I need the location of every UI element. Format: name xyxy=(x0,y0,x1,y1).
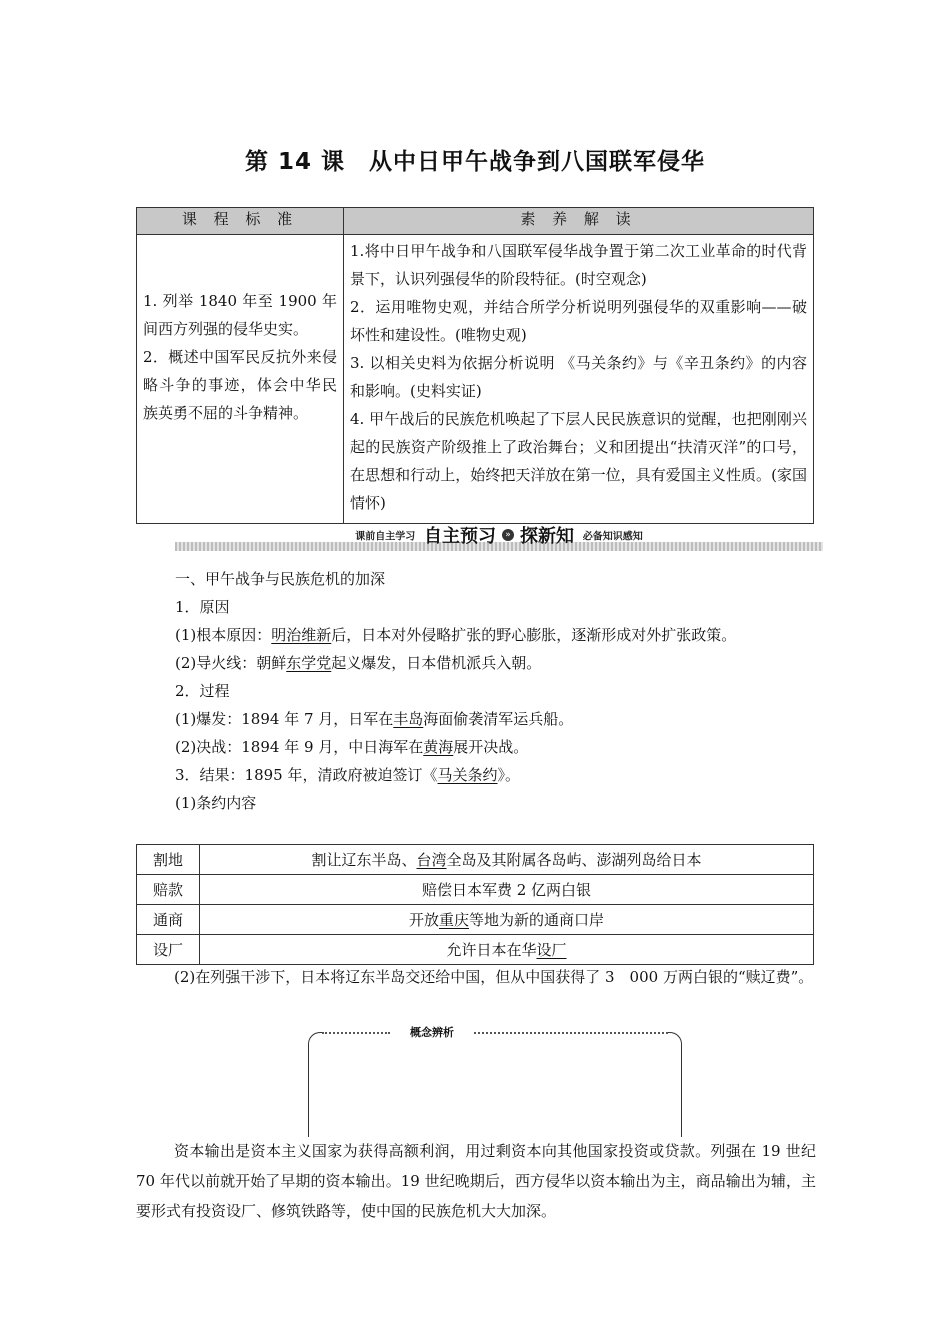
concept-frame-right xyxy=(667,1032,682,1137)
cause-title: 1．原因 xyxy=(175,598,230,616)
page-title: 第 14 课 从中日甲午战争到八国联军侵华 xyxy=(244,149,706,175)
treaty-table xyxy=(136,844,814,965)
treaty-title: (1)条约内容 xyxy=(175,794,257,812)
concept-box xyxy=(308,1024,682,1136)
answer-blank: 重庆 xyxy=(438,911,469,929)
treaty-key: 赔款 xyxy=(137,875,200,905)
concept-paragraph: 资本输出是资本主义国家为获得高额利润，用过剩资本向其他国家投资或贷款。列强在 19 世纪 70 年代以前就开始了早期的资本输出。19 世纪晚期后，西方侵华以资本输出为主，商品输出为辅，主要形式有投资设厂、修筑铁路等，使中国的民族危机大大加深。 xyxy=(136,1142,816,1220)
cause-item-1: (1)根本原因：明治维新后，日本对外侵略扩张的野心膨胀，逐渐形成对外扩张政策。 xyxy=(175,626,737,644)
standards-right-cell xyxy=(344,235,814,524)
table-row xyxy=(137,875,814,905)
literacy-item: 3. 以相关史料为依据分析说明 《马关条约》与《辛丑条约》的内容和影响。(史料实证) xyxy=(350,354,807,400)
banner-left-label: 课前自主学习 xyxy=(355,531,416,543)
answer-blank: 设厂 xyxy=(536,941,567,959)
concept-dotted-line-right xyxy=(474,1032,668,1035)
literacy-item: 2．运用唯物史观，并结合所学分析说明列强侵华的双重影响——破坏性和建设性。(唯物史观) xyxy=(350,298,807,344)
treaty-key: 割地 xyxy=(137,845,200,875)
process-title: 2．过程 xyxy=(175,682,230,700)
table-row xyxy=(137,935,814,965)
answer-blank: 明治维新 xyxy=(271,626,332,644)
treaty-value: 赔偿日本军费 2 亿两白银 xyxy=(200,875,814,905)
process-item-1: (1)爆发：1894 年 7 月，日军在丰岛海面偷袭清军运兵船。 xyxy=(175,710,574,728)
literacy-item: 1.将中日甲午战争和八国联军侵华战争置于第二次工业革命的时代背景下，认识列强侵华的阶段特征。(时空观念) xyxy=(350,242,807,288)
standards-table xyxy=(136,207,814,524)
literacy-item: 4. 甲午战后的民族危机唤起了下层人民民族意识的觉醒，也把刚刚兴起的民族资产阶级推上了政治舞台；义和团提出“扶清灭洋”的口号，在思想和行动上，始终把天洋放在第一位，具有爱国主义性质。(家国情怀) xyxy=(350,410,807,512)
arrow-icon: » xyxy=(502,529,514,541)
answer-blank: 黄海 xyxy=(423,738,454,756)
treaty-value: 允许日本在华设厂 xyxy=(200,935,814,965)
answer-blank: 马关条约 xyxy=(437,766,498,784)
concept-dotted-line-left xyxy=(322,1032,390,1035)
section-banner xyxy=(175,522,823,552)
answer-blank: 丰岛 xyxy=(393,710,424,728)
concept-frame-left xyxy=(308,1032,323,1137)
standards-header-right: 素 养 解 读 xyxy=(344,208,814,235)
answer-blank: 东学党 xyxy=(286,654,332,672)
banner-main-b: 探新知 xyxy=(520,526,574,547)
banner-right-label: 必备知识感知 xyxy=(582,531,643,543)
standards-left-cell xyxy=(137,235,344,524)
table-row xyxy=(137,905,814,935)
treaty-key: 通商 xyxy=(137,905,200,935)
table-row xyxy=(137,845,814,875)
treaty-key: 设厂 xyxy=(137,935,200,965)
process-item-2: (2)决战：1894 年 9 月，中日海军在黄海展开决战。 xyxy=(175,738,529,756)
section-heading: 一、甲午战争与民族危机的加深 xyxy=(175,570,386,588)
banner-main-a: 自主预习 xyxy=(424,526,496,547)
standard-item: 2．概述中国军民反抗外来侵略斗争的事迹，体会中华民族英勇不屈的斗争精神。 xyxy=(143,348,337,422)
answer-blank: 台湾 xyxy=(416,851,447,869)
treaty-value: 开放重庆等地为新的通商口岸 xyxy=(200,905,814,935)
after-treaty-paragraph: (2)在列强干涉下，日本将辽东半岛交还给中国，但从中国获得了 3 000 万两白银的“赎辽费”。 xyxy=(174,968,814,986)
cause-item-2: (2)导火线：朝鲜东学党起义爆发，日本借机派兵入朝。 xyxy=(175,654,542,672)
standard-item: 1. 列举 1840 年至 1900 年间西方列强的侵华史实。 xyxy=(143,292,337,338)
concept-label: 概念辨析 xyxy=(396,1024,468,1040)
result-line: 3．结果：1895 年，清政府被迫签订《马关条约》。 xyxy=(175,766,521,784)
standards-header-left: 课 程 标 准 xyxy=(137,208,344,235)
treaty-value: 割让辽东半岛、台湾全岛及其附属各岛屿、澎湖列岛给日本 xyxy=(200,845,814,875)
